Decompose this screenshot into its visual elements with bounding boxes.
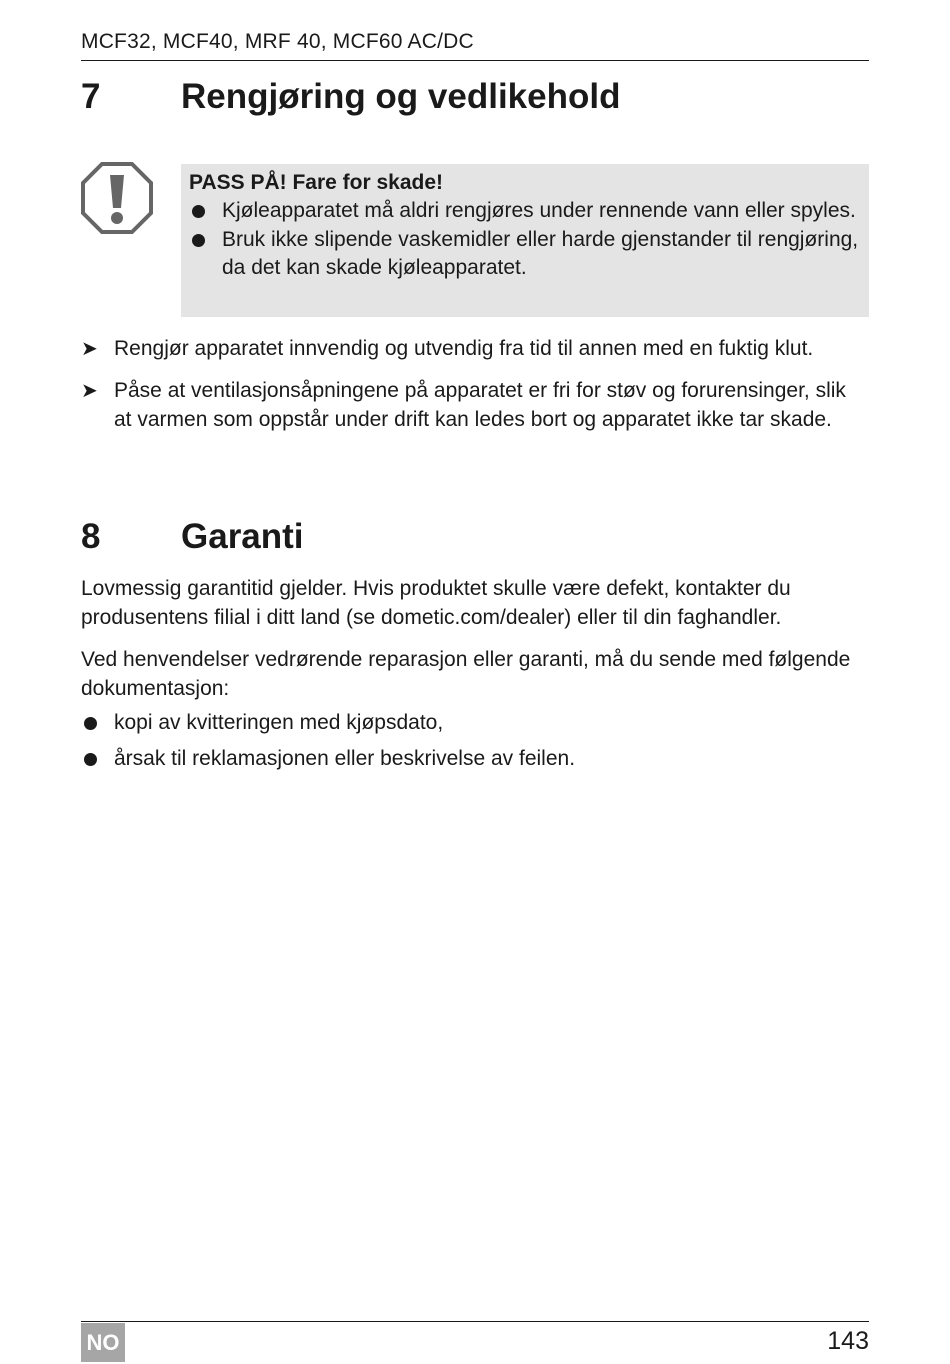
header-divider <box>81 60 869 61</box>
exclamation-octagon-icon <box>81 162 153 234</box>
bullet-dot-icon <box>84 753 97 766</box>
section-8-number: 8 <box>81 517 101 556</box>
warning-item <box>189 226 861 283</box>
language-tag: NO <box>81 1323 125 1362</box>
warning-item-text: Kjøleapparatet må aldri rengjøres under rennende vann eller spyles. <box>222 199 856 222</box>
arrow-right-icon: ➤ <box>81 338 98 360</box>
warning-item-text: Bruk ikke slipende vaskemidler eller harde gjenstander til rengjøring, da det kan skade kjøleapparatet. <box>222 227 859 279</box>
warning-item <box>189 197 861 226</box>
instruction-step <box>81 377 869 434</box>
header-models: MCF32, MCF40, MRF 40, MCF60 AC/DC <box>81 30 474 53</box>
list-item-text: årsak til reklamasjonen eller beskrivelse av feilen. <box>114 747 576 770</box>
arrow-right-icon: ➤ <box>81 380 98 402</box>
section-7-number: 7 <box>81 77 101 116</box>
list-item-text: kopi av kvitteringen med kjøpsdato, <box>114 711 444 734</box>
warning-title: PASS PÅ! Fare for skade! <box>189 171 444 194</box>
section-8-title: Garanti <box>181 517 304 556</box>
documentation-paragraph: Ved henvendelser vedrørende reparasjon eller garanti, må du sende med følgende dokumentasjon: <box>81 648 851 700</box>
list-item <box>81 709 869 738</box>
bullet-dot-icon <box>192 205 205 218</box>
manual-page <box>81 0 869 1364</box>
bullet-dot-icon <box>84 717 97 730</box>
instruction-step <box>81 335 869 364</box>
instruction-step-text: Påse at ventilasjonsåpningene på apparatet er fri for støv og forurensinger, slik at varmen som oppstår under drift kan ledes bort og apparatet ikke tar skade. <box>114 379 846 431</box>
page-number: 143 <box>827 1327 869 1355</box>
instruction-step-text: Rengjør apparatet innvendig og utvendig fra tid til annen med en fuktig klut. <box>114 337 814 360</box>
section-7-title: Rengjøring og vedlikehold <box>181 77 621 116</box>
bullet-dot-icon <box>192 234 205 247</box>
footer-divider <box>81 1321 869 1322</box>
warranty-paragraph: Lovmessig garantitid gjelder. Hvis produktet skulle være defekt, kontakter du produsentens filial i ditt land (se dometic.com/dealer) eller til din faghandler. <box>81 577 791 629</box>
list-item <box>81 745 869 774</box>
warning-box <box>181 164 869 317</box>
